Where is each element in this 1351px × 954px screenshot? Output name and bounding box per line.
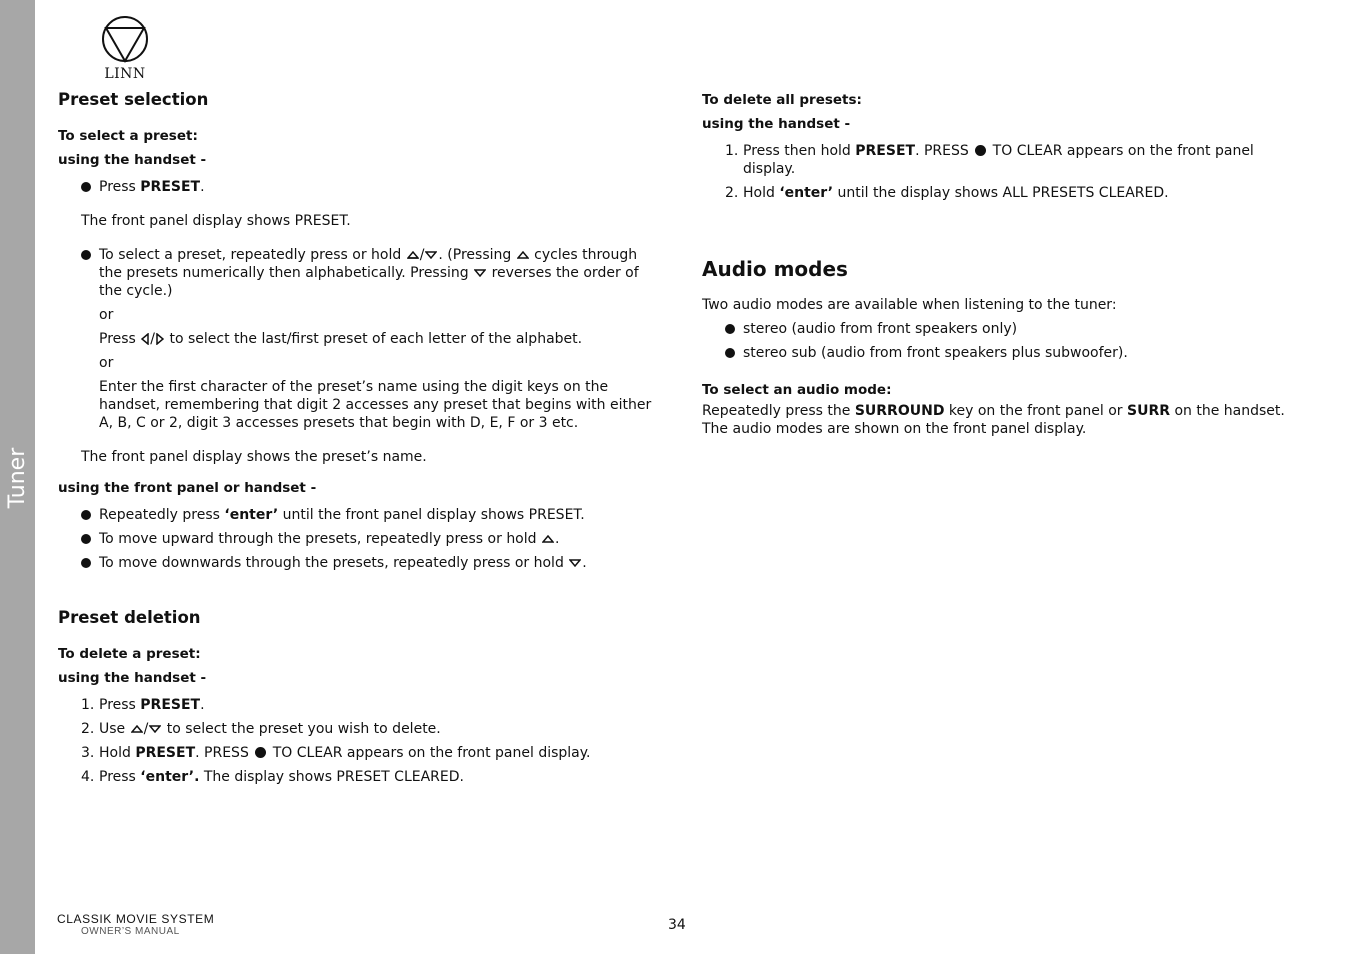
key-name: SURR [1127, 403, 1171, 419]
text: TO CLEAR appears on the front panel display. [268, 745, 591, 761]
text: . [582, 555, 587, 571]
text: The display shows PRESET CLEARED. [199, 769, 464, 785]
key-name: ‘enter’. [140, 769, 200, 785]
subheading-front-panel-or-handset: using the front panel or handset - [58, 480, 317, 496]
step-number: 1. [725, 143, 739, 159]
up-arrow-icon [407, 251, 419, 259]
list-item [702, 344, 1302, 362]
step-number: 3. [81, 745, 95, 761]
heading-preset-deletion: Preset deletion [58, 608, 201, 627]
bullet-icon [725, 348, 735, 358]
paragraph [58, 330, 658, 348]
text: Press [99, 331, 141, 347]
step-number: 1. [81, 697, 95, 713]
subheading-using-handset: using the handset - [58, 670, 207, 686]
text: key on the front panel or [944, 403, 1127, 419]
subheading-select-audio-mode: To select an audio mode: [702, 382, 892, 398]
paragraph: Two audio modes are available when listening to the tuner: [702, 297, 1117, 313]
or-text: or [99, 307, 114, 323]
step-number: 2. [81, 721, 95, 737]
subheading-select-preset: To select a preset: [58, 128, 198, 144]
bullet-icon [81, 250, 91, 260]
text: until the display shows ALL PRESETS CLEARED. [833, 185, 1169, 201]
bullet-icon [81, 182, 91, 192]
linn-logo [100, 16, 152, 82]
key-name: PRESET [140, 179, 201, 195]
text: cycles through the presets numerically then alphabetically. Pressing [99, 247, 638, 281]
heading-audio-modes: Audio modes [702, 257, 848, 281]
record-dot-icon [255, 747, 266, 758]
bullet-icon [81, 558, 91, 568]
paragraph: The front panel display shows the preset’s name. [81, 449, 427, 465]
right-arrow-icon [156, 333, 164, 345]
text: Repeatedly press [99, 507, 225, 523]
text: Press then hold [743, 143, 856, 159]
up-arrow-icon [542, 535, 554, 543]
text: Press [99, 179, 141, 195]
text: To select a preset, repeatedly press or hold [99, 247, 406, 263]
footer-manual-title [57, 912, 214, 937]
key-name: SURROUND [854, 403, 945, 419]
text: Press [99, 697, 141, 713]
section-tab-label: Tuner [5, 447, 30, 509]
text: Hold [99, 745, 136, 761]
subheading-delete-all-presets: To delete all presets: [702, 92, 862, 108]
text: To move upward through the presets, repeatedly press or hold [99, 531, 541, 547]
down-arrow-icon [569, 559, 581, 567]
text: Repeatedly press the [702, 403, 855, 419]
text: To move downwards through the presets, repeatedly press or hold [99, 555, 569, 571]
subheading-delete-preset: To delete a preset: [58, 646, 201, 662]
text: stereo (audio from front speakers only) [743, 321, 1018, 337]
left-column [58, 88, 658, 792]
text: / [143, 721, 149, 737]
list-item [702, 142, 1302, 178]
key-name: ‘enter’ [779, 185, 834, 201]
list-item [58, 696, 658, 714]
page-number: 34 [668, 917, 686, 933]
paragraph: The front panel display shows PRESET. [81, 213, 351, 229]
key-name: ‘enter’ [224, 507, 279, 523]
right-column [702, 88, 1302, 438]
bullet-icon [725, 324, 735, 334]
list-item [702, 184, 1302, 202]
list-item [58, 530, 658, 548]
list-item [58, 178, 658, 196]
key-name: PRESET [135, 745, 196, 761]
up-arrow-icon [131, 725, 143, 733]
down-arrow-icon [149, 725, 161, 733]
text: reverses the order of the cycle.) [99, 265, 639, 299]
paragraph [702, 402, 1302, 438]
down-arrow-icon [425, 251, 437, 259]
text: / [150, 331, 156, 347]
list-item [58, 720, 658, 738]
text: stereo sub (audio from front speakers plus subwoofer). [743, 345, 1128, 361]
linn-logo-icon [100, 16, 150, 64]
bullet-icon [81, 534, 91, 544]
key-name: PRESET [855, 143, 916, 159]
subheading-using-handset: using the handset - [58, 152, 207, 168]
text: Hold [743, 185, 780, 201]
bullet-icon [81, 510, 91, 520]
list-item [58, 768, 658, 786]
text: / [419, 247, 425, 263]
text: . (Pressing [438, 247, 516, 263]
list-item [58, 246, 658, 300]
list-item [58, 554, 658, 572]
key-name: PRESET [140, 697, 201, 713]
text: TO CLEAR appears on the front panel display. [743, 143, 1254, 177]
record-dot-icon [975, 145, 986, 156]
text: . [200, 179, 205, 195]
text: to select the preset you wish to delete. [162, 721, 441, 737]
text: on the handset. The audio modes are shown on the front panel display. [702, 403, 1285, 437]
footer-subtitle: OWNER’S MANUAL [81, 926, 180, 937]
list-item [702, 320, 1302, 338]
text: until the front panel display shows PRESET. [278, 507, 585, 523]
step-number: 4. [81, 769, 95, 785]
down-arrow-icon [474, 269, 486, 277]
up-arrow-icon [517, 251, 529, 259]
text: Use [99, 721, 130, 737]
or-text: or [99, 355, 114, 371]
step-number: 2. [725, 185, 739, 201]
left-arrow-icon [141, 333, 149, 345]
list-item [58, 744, 658, 762]
sidebar [0, 0, 35, 954]
heading-preset-selection: Preset selection [58, 90, 209, 109]
text: . PRESS [195, 745, 254, 761]
text: . [554, 531, 560, 547]
subheading-using-handset: using the handset - [702, 116, 851, 132]
footer-title: CLASSIK MOVIE SYSTEM [57, 912, 215, 926]
paragraph: Enter the first character of the preset’s name using the digit keys on the handset, remembering that digit 2 accesses any preset that begins with either A, B, C or 2, digit 3 accesses presets that begin with D, E, F or 3 etc. [99, 379, 652, 431]
logo-wordmark: LINN [104, 66, 146, 82]
text: . [200, 697, 205, 713]
text: . PRESS [915, 143, 974, 159]
text: to select the last/first preset of each letter of the alphabet. [165, 331, 583, 347]
text: Press [99, 769, 141, 785]
list-item [58, 506, 658, 524]
